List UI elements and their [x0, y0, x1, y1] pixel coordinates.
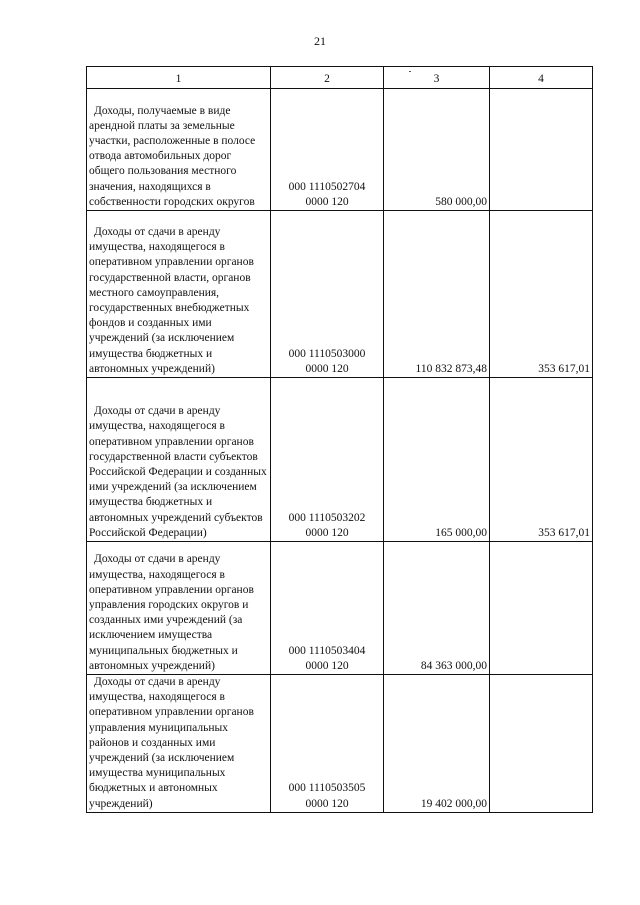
amount-column-4 — [490, 542, 593, 675]
budget-code-line2: 0000 120 — [305, 195, 349, 208]
budget-code — [271, 378, 384, 542]
amount-column-4: 353 617,01 — [490, 378, 593, 542]
budget-code-line2: 0000 120 — [305, 362, 349, 375]
revenue-name — [87, 211, 271, 378]
budget-code-line1: 000 1110503202 — [288, 511, 366, 524]
budget-code — [271, 89, 384, 211]
budget-code-line1: 000 1110503404 — [288, 644, 366, 657]
amount-column-4: 353 617,01 — [490, 211, 593, 378]
table-header-row — [87, 67, 593, 89]
budget-code — [271, 211, 384, 378]
revenue-table — [86, 66, 593, 813]
budget-code-line1: 000 1110502704 — [288, 180, 366, 193]
amount-column-3: 19 402 000,00 — [384, 675, 490, 813]
revenue-name-text: Доходы от сдачи в аренду имущества, находящегося в оперативном управлении органов государственной власти, органов местного самоуправления, государственных внебюджетных фондов и созданных ими учреждений (за исключением имущества бюджетных и автономных учреждений) — [89, 225, 254, 375]
revenue-name-text: Доходы от сдачи в аренду имущества, находящегося в оперативном управлении органов управления муниципальных районов и созданных ими учреждений (за исключением имущества муниципальных бюджетных и автономных учреждений) — [89, 676, 254, 810]
amount-column-3: 165 000,00 — [384, 378, 490, 542]
column-header-2: 2 — [271, 67, 384, 89]
column-header-4: 4 — [490, 67, 593, 89]
budget-code-line1: 000 1110503505 — [288, 782, 366, 795]
revenue-name — [87, 89, 271, 211]
revenue-name — [87, 675, 271, 813]
revenue-name-text: Доходы от сдачи в аренду имущества, находящегося в оперативном управлении органов управления городских округов и созданных ими учреждений (за исключением имущества муниципальных бюджетных и автономных учреждений) — [89, 553, 254, 672]
table-row — [87, 211, 593, 378]
budget-code — [271, 675, 384, 813]
budget-code-line2: 0000 120 — [305, 797, 349, 810]
table-row — [87, 542, 593, 675]
budget-code-line2: 0000 120 — [305, 659, 349, 672]
table-row — [87, 675, 593, 813]
column-header-3: 3 — [384, 67, 490, 89]
page-number: 21 — [314, 34, 326, 48]
revenue-name-text: Доходы от сдачи в аренду имущества, находящегося в оперативном управлении органов государственной власти субъектов Российской Федерации и созданных ими учреждений (за исключением имущества бюджетных и автономных учреждений субъектов Российской Федерации) — [89, 405, 267, 539]
amount-column-3: 84 363 000,00 — [384, 542, 490, 675]
revenue-name — [87, 378, 271, 542]
table-row — [87, 378, 593, 542]
revenue-name — [87, 542, 271, 675]
amount-column-4 — [490, 89, 593, 211]
amount-column-3: 110 832 873,48 — [384, 211, 490, 378]
amount-column-3: 580 000,00 — [384, 89, 490, 211]
table-row — [87, 89, 593, 211]
amount-column-4 — [490, 675, 593, 813]
budget-code — [271, 542, 384, 675]
budget-code-line1: 000 1110503000 — [288, 347, 366, 360]
budget-code-line2: 0000 120 — [305, 526, 349, 539]
column-header-1: 1 — [87, 67, 271, 89]
revenue-name-text: Доходы, получаемые в виде арендной платы за земельные участки, расположенные в полосе отвода автомобильных дорог общего пользования местного значения, находящихся в собственности городских округов — [89, 104, 256, 208]
